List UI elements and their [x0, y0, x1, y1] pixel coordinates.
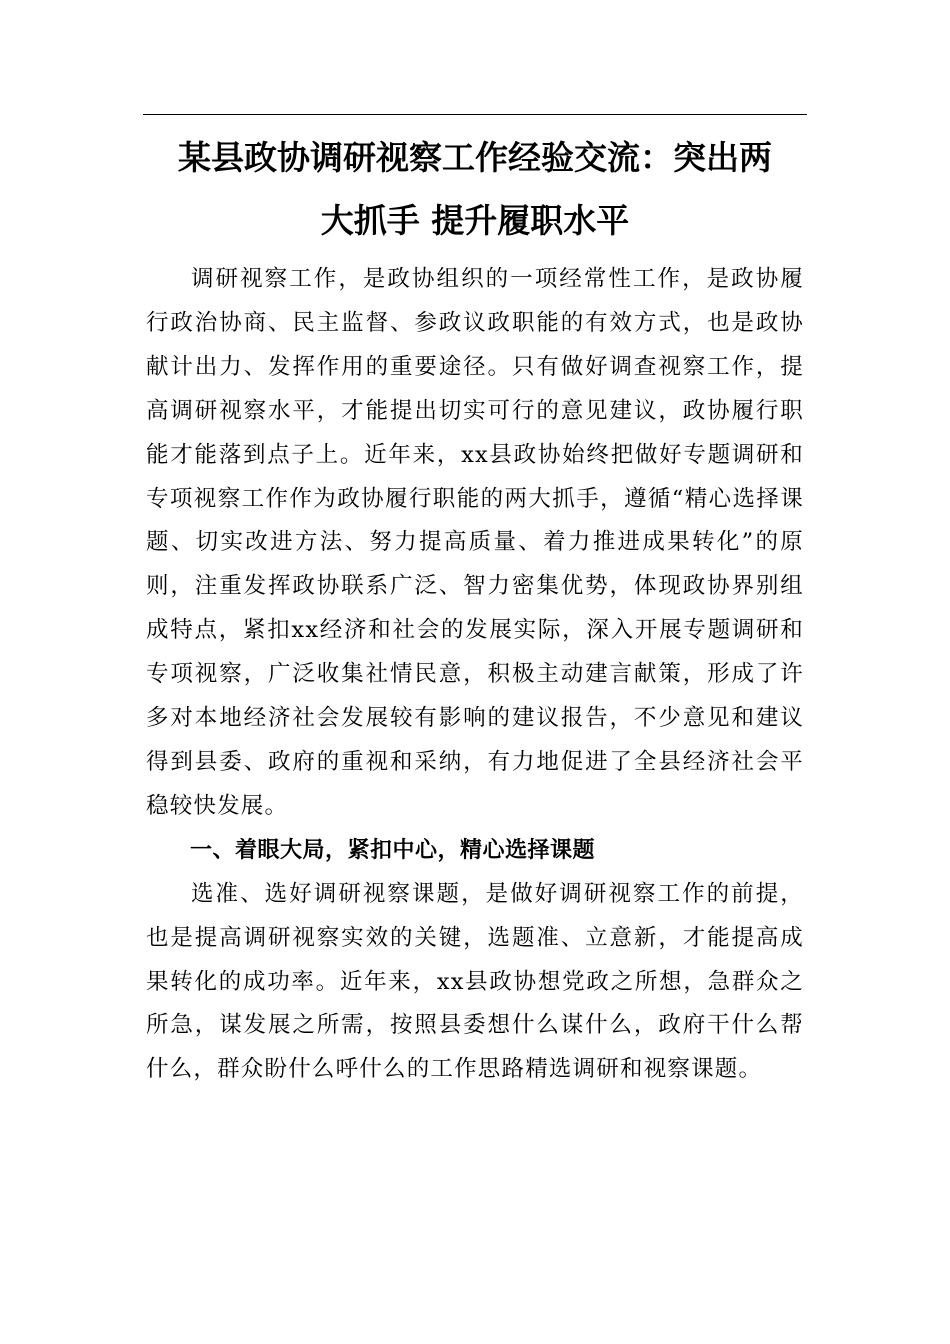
- title-line-2: 大抓手 提升履职水平: [320, 201, 630, 240]
- section-heading-1: 一、着眼大局，紧扣中心，精心选择课题: [190, 837, 596, 863]
- intro-paragraph: 调研视察工作，是政协组织的一项经常性工作，是政协履行政治协商、民主监督、参政议政职能的有效方式，也是政协献计出力、发挥作用的重要途径。只有做好调查视察工作，提高调研视察水平，才能提出切实可行的意见建议，政协履行职能才能落到点子上。近年来，xx县政协始终把做好专题调研和专项视察工作作为政协履行职能的两大抓手，遵循“精心选择课题、切实改进方法、努力提高质量、着力推进成果转化”的原则，注重发挥政协联系广泛、智力密集优势，体现政协界别组成特点，紧扣xx经济和社会的发展实际，深入开展专题调研和专项视察，广泛收集社情民意，积极主动建言献策，形成了许多对本地经济社会发展较有影响的建议报告，不少意见和建议得到县委、政府的重视和采纳，有力地促进了全县经济社会平稳较快发展。: [146, 266, 804, 819]
- document-title: [143, 126, 807, 252]
- section-1-paragraph: 选准、选好调研视察课题，是做好调研视察工作的前提，也是提高调研视察实效的关键，选题准、立意新，才能提高成果转化的成功率。近年来，xx县政协想党政之所想，急群众之所急，谋发展之所需，按照县委想什么谋什么，政府干什么帮什么，群众盼什么呼什么的工作思路精选调研和视察课题。: [146, 880, 804, 1083]
- header-rule: [143, 114, 807, 115]
- title-line-1: 某县政协调研视察工作经验交流：突出两: [178, 138, 772, 177]
- document-body: [146, 258, 804, 1092]
